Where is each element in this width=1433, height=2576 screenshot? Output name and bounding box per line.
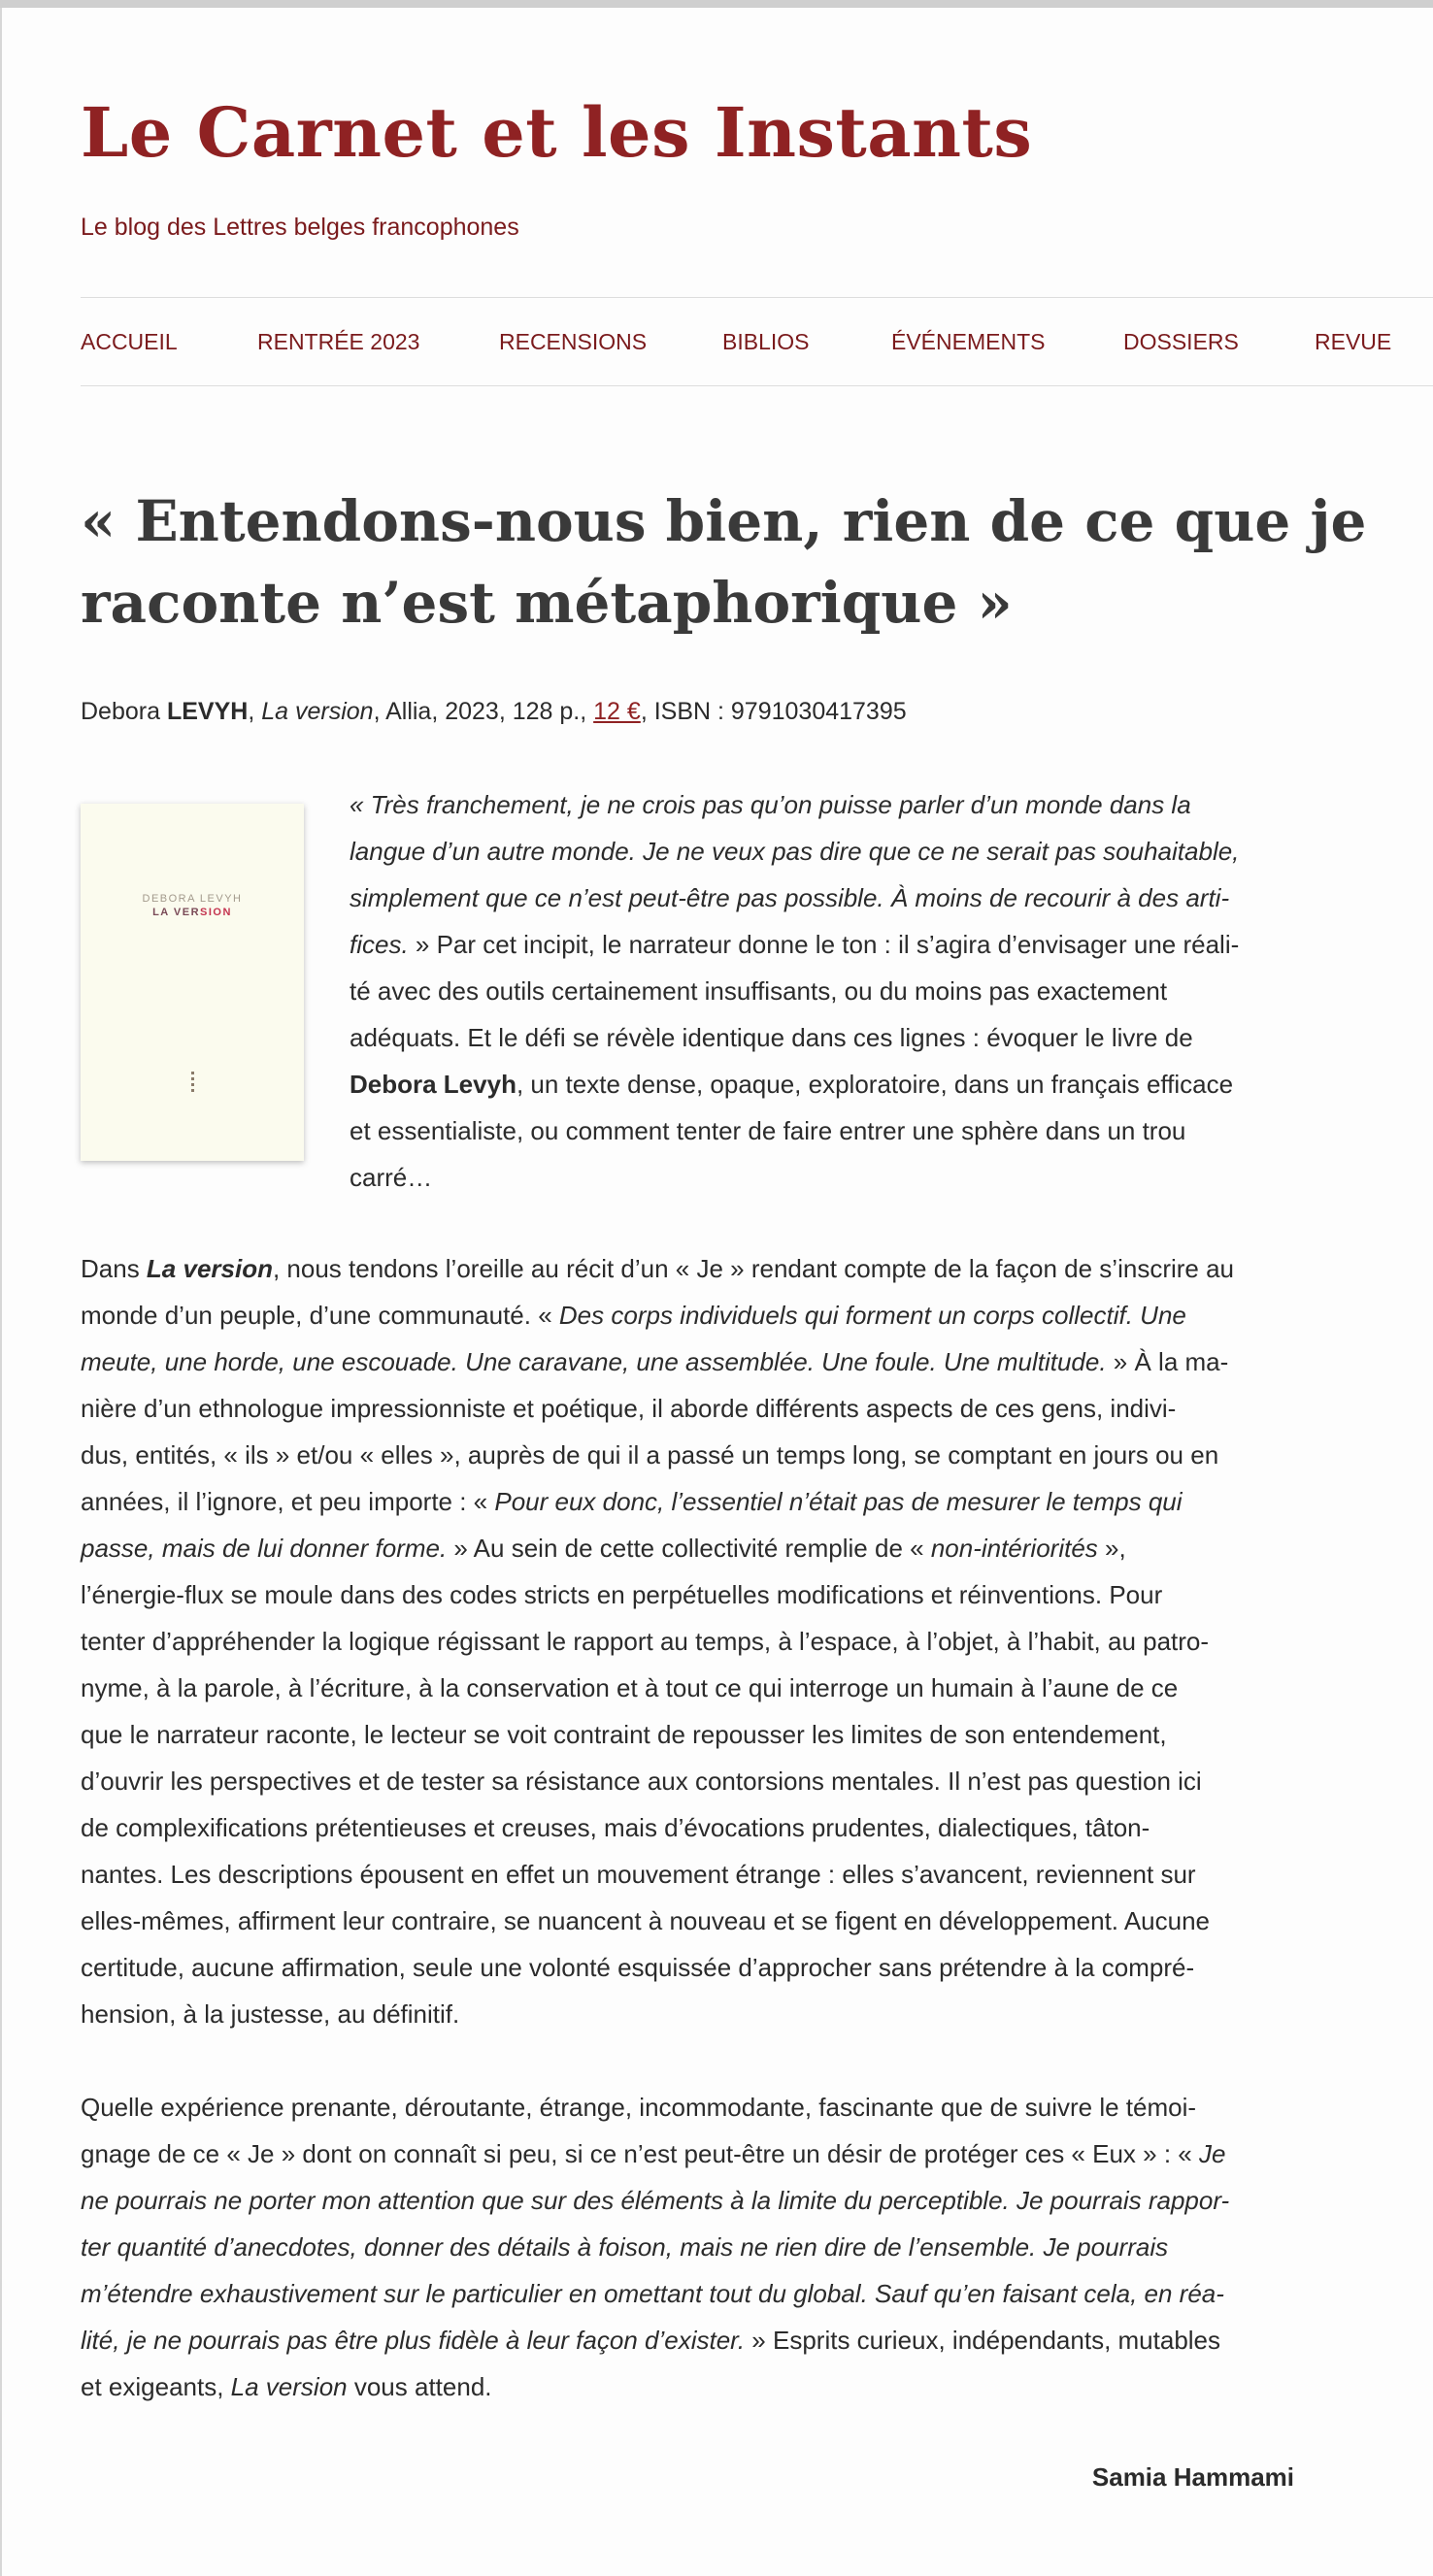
post-title [81,480,1367,644]
quote-text: Je [1198,2139,1226,2168]
text-line [350,828,1301,875]
text-line [81,2363,1304,2410]
post-title-line: raconte n’est métaphorique » [81,570,1013,636]
quote-text: Pour eux donc, l’essentiel n’était pas de mesurer le temps qui [494,1487,1183,1516]
review-author-signature: Samia Hammami [1091,2462,1294,2492]
text-line: nantes. Les descriptions épousent en effet un mouvement étrange : elles s’avancent, reviennent sur [81,1860,1196,1889]
price-link[interactable]: 12 € [593,698,641,725]
text-line: elles-mêmes, affirment leur contraire, se nuancent à nouveau et se figent en développement. Aucune [81,1906,1211,1935]
author-last-name: LEVYH [166,698,249,725]
book-title-emphasis: La version [230,2372,348,2401]
text-line [81,2317,1304,2363]
text-line: l’énergie-flux se moule dans des codes stricts en perpétuelles modifications et réinventions. Pour [81,1580,1163,1609]
body-text: Dans [81,1254,147,1283]
author-name-bold: Debora Levyh [350,1070,517,1099]
quote-text: ne pourrais ne porter mon attention que sur des éléments à la limite du perceptible. Je pourrais rappor- [81,2186,1230,2215]
quote-text: meute, une horde, une escouade. Une caravane, une assemblée. Une foule. Une multitude. [81,1347,1107,1376]
text-line: nière d’un ethnologue impressionniste et poétique, il aborde différents aspects de ces gens, indivi- [81,1394,1177,1423]
text-line [350,921,1301,968]
text-line: nyme, à la parole, à l’écriture, à la conservation et à tout ce qui interroge un humain à l’aune de ce [81,1673,1179,1702]
quote-text: Des corps individuels qui forment un corps collectif. Une [558,1301,1186,1330]
main-navigation [81,297,1433,386]
text-line: tenter d’appréhender la logique régissant le rapport au temps, à l’espace, à l’objet, à l’habit, au patro- [81,1627,1210,1656]
nav-item-rentree-2023[interactable]: RENTRÉE 2023 [257,329,420,354]
separator: , [248,698,262,725]
cover-author: DEBORA LEVYH [142,893,243,905]
isbn: , ISBN : 9791030417395 [640,698,907,725]
nav-item-revue[interactable]: REVUE [1315,329,1392,354]
body-text: années, il l’ignore, et peu importe : « [81,1487,495,1516]
quote-text: fices. [350,930,409,959]
cover-title [81,907,304,918]
page-left-border [0,8,2,2576]
quote-text: m’étendre exhaustivement sur le particulier en omettant tout du global. Sauf qu’en faisant cela, en réa- [81,2279,1224,2308]
cover-title-accent: SION [200,907,232,918]
author-first-name: Debora [81,698,160,725]
body-text: » Au sein de cette collectivité remplie de « [447,1534,931,1563]
book-title: La version [261,698,374,725]
book-reference [81,695,907,728]
nav-item-accueil[interactable]: ACCUEIL [81,329,178,354]
text-line: et essentialiste, ou comment tenter de faire entrer une sphère dans un trou [350,1116,1186,1145]
text-line [81,1245,1304,1292]
quote-text: « Très franchement, je ne crois pas qu’on puisse parler d’un monde dans la [350,790,1191,819]
body-text: », [1097,1534,1126,1563]
text-line [350,781,1301,828]
body-paragraph-2 [81,2084,1304,2410]
text-line: dus, entités, « ils » et/ou « elles », auprès de qui il a passé un temps long, se comptant en jours ou en [81,1440,1219,1470]
body-text: gnage de ce « Je » dont on connaît si peu, si ce n’est peut-être un désir de protéger ces « Eux » : « [81,2139,1199,2168]
text-line: certitude, aucune affirmation, seule une volonté esquissée d’approcher sans prétendre à la compré- [81,1953,1195,1982]
text-line [350,1061,1301,1107]
text-line: adéquats. Et le défi se révèle identique dans ces lignes : évoquer le livre de [350,1023,1193,1052]
nav-item-recensions[interactable]: RECENSIONS [499,329,648,354]
nav-item-evenements[interactable]: ÉVÉNEMENTS [891,329,1046,354]
text-line [81,2177,1304,2224]
body-text: » Esprits curieux, indépendants, mutables [745,2326,1221,2355]
top-bar [0,0,1433,8]
nav-item-dossiers[interactable]: DOSSIERS [1123,329,1239,354]
publisher-info: , Allia, 2023, 128 p., [373,698,594,725]
text-line [81,1478,1304,1525]
text-line [350,875,1301,921]
quote-text: ter quantité d’anecdotes, donner des détails à foison, mais ne rien dire de l’ensemble. Je pourrais [81,2232,1169,2262]
text-line [81,1292,1304,1338]
text-line: hension, à la justesse, au définitif. [81,1999,460,2029]
quote-text: passe, mais de lui donner forme. [81,1534,448,1563]
body-text: , un texte dense, opaque, exploratoire, dans un français efficace [516,1070,1234,1099]
text-line [81,1525,1304,1571]
text-line [81,2224,1304,2270]
quote-text: non-intériorités [930,1534,1098,1563]
book-title-emphasis: La version [146,1254,273,1283]
body-text: » À la ma- [1106,1347,1229,1376]
text-line: de complexifications prétentieuses et creuses, mais d’évocations prudentes, dialectiques, tâton- [81,1813,1150,1842]
quote-text: lité, je ne pourrais pas être plus fidèle à leur façon d’exister. [81,2326,746,2355]
body-text: et exigeants, [81,2372,231,2401]
text-line: Quelle expérience prenante, déroutante, étrange, incommodante, fascinante que de suivre le témoi- [81,2093,1197,2122]
text-line: té avec des outils certainement insuffisants, ou du moins pas exactement [350,976,1168,1006]
cover-title-part: LA VER [152,907,201,918]
text-line [81,2130,1304,2177]
site-tagline: Le blog des Lettres belges francophones [81,214,519,241]
intro-paragraph [350,781,1301,1201]
post-title-line: « Entendons-nous bien, rien de ce que je [81,488,1367,554]
cover-publisher-mark [191,1072,194,1095]
text-line: que le narrateur raconte, le lecteur se voit contraint de repousser les limites de son entendement, [81,1720,1167,1749]
body-text: monde d’un peuple, d’une communauté. « [81,1301,559,1330]
text-line: d’ouvrir les perspectives et de tester sa résistance aux contorsions mentales. Il n’est pas question ici [81,1767,1202,1796]
text-line [81,2270,1304,2317]
text-line: carré… [350,1163,433,1192]
body-text: vous attend. [347,2372,492,2401]
body-paragraph-1 [81,1245,1304,2037]
body-text: , nous tendons l’oreille au récit d’un « Je » rendant compte de la façon de s’inscrire au [272,1254,1235,1283]
quote-text: simplement que ce n’est peut-être pas possible. À moins de recourir à des arti- [350,883,1230,912]
text-line [81,1338,1304,1385]
quote-text: langue d’un autre monde. Je ne veux pas dire que ce ne serait pas souhaitable, [350,837,1240,866]
body-text: » Par cet incipit, le narrateur donne le ton : il s’agira d’envisager une réali- [408,930,1240,959]
nav-item-biblios[interactable]: BIBLIOS [722,329,810,354]
site-title[interactable]: Le Carnet et les Instants [81,92,1033,173]
book-cover-image[interactable] [81,804,304,1161]
